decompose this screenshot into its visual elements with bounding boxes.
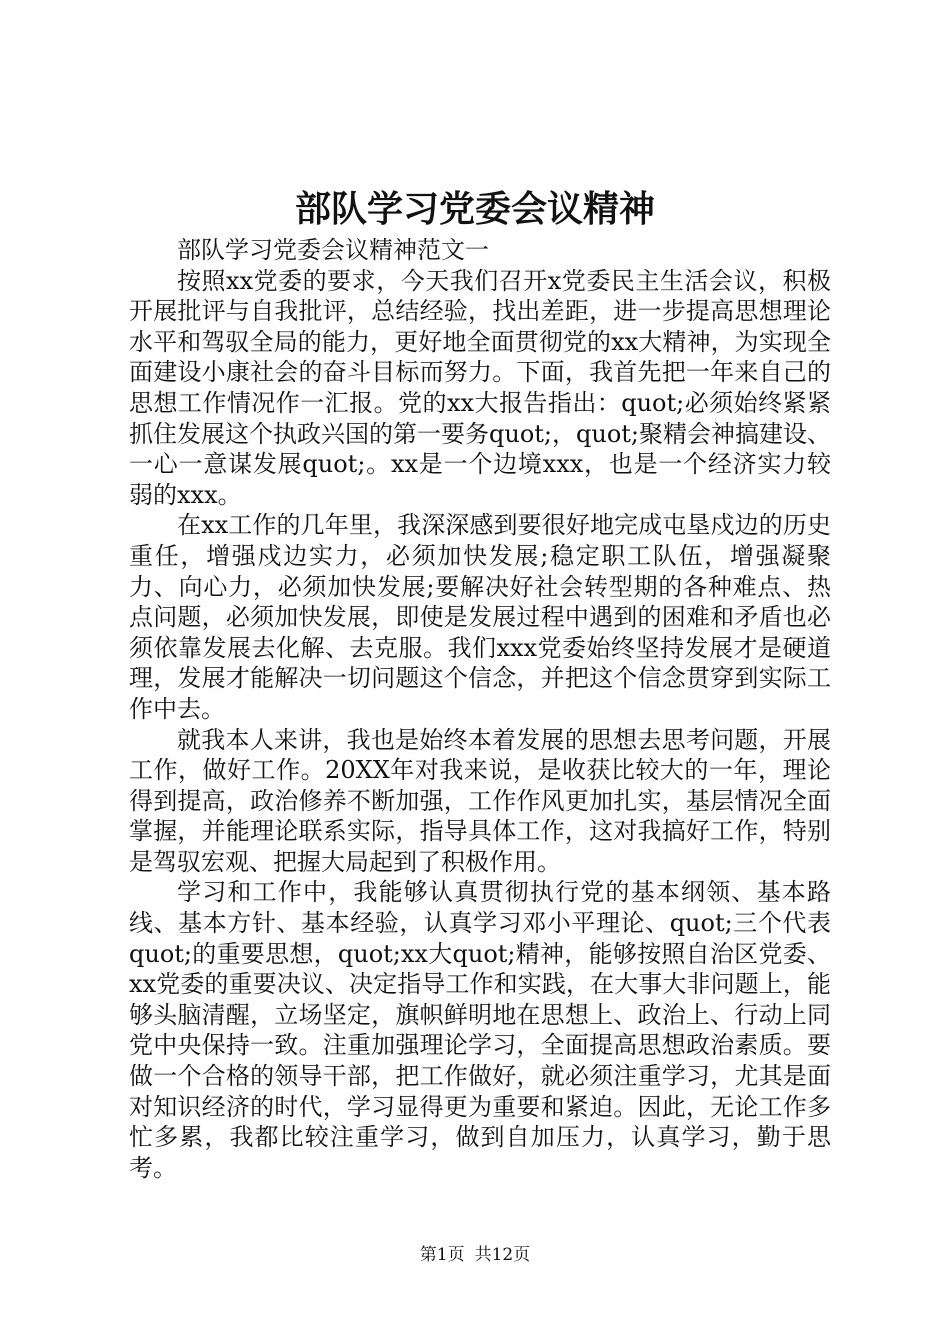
document-title: 部队学习党委会议精神 (294, 188, 655, 230)
paragraph: 在xx工作的几年里，我深深感到要很好地完成屯垦戍边的历史重任，增强戍边实力，必须加快发展;稳定职工队伍，增强凝聚力、向心力，必须加快发展;要解决好社会转型期的各种难点、热点问题，必须加快发展，即使是发展过程中遇到的困难和矛盾也必须依靠发展去化解、去克服。我们xxx党委始终坚持发展才是硬道理，发展才能解决一切问题这个信念，并把这个信念贯穿到实际工作中去。 (129, 511, 831, 723)
page-number: 第1页 (419, 1245, 465, 1265)
paragraph-subtitle: 部队学习党委会议精神范文一 (177, 236, 489, 264)
paragraph: 按照xx党委的要求，今天我们召开x党委民主生活会议，积极开展批评与自我批评，总结经验，找出差距，进一步提高思想理论水平和驾驭全局的能力，更好地全面贯彻党的xx大精神，为实现全面建设小康社会的奋斗目标而努力。下面，我首先把一年来自己的思想工作情况作一汇报。党的xx大报告指出：quot;必须始终紧紧抓住发展这个执政兴国的第一要务quot;，quot;聚精会神搞建设、一心一意谋发展quot;。xx是一个边境xxx，也是一个经济实力较弱的xxx。 (129, 266, 831, 509)
page-total: 共12页 (474, 1245, 531, 1265)
paragraph: 学习和工作中，我能够认真贯彻执行党的基本纲领、基本路线、基本方针、基本经验，认真学习邓小平理论、quot;三个代表quot;的重要思想，quot;xx大quot;精神，能够按照自治区党委、xx党委的重要决议、决定指导工作和实践，在大事大非问题上，能够头脑清醒，立场坚定，旗帜鲜明地在思想上、政治上、行动上同党中央保持一致。注重加强理论学习，全面提高思想政治素质。要做一个合格的领导干部，把工作做好，就必须注重学习，尤其是面对知识经济的时代，学习显得更为重要和紧迫。因此，无论工作多忙多累，我都比较注重学习，做到自加压力，认真学习，勤于思考。 (129, 878, 831, 1182)
paragraph: 就我本人来讲，我也是始终本着发展的思想去思考问题，开展工作，做好工作。20XX年对我来说，是收获比较大的一年，理论得到提高，政治修养不断加强，工作作风更加扎实，基层情况全面掌握，并能理论联系实际，指导具体工作，这对我搞好工作，特别是驾驭宏观、把握大局起到了积极作用。 (129, 725, 831, 876)
document-body (129, 235, 831, 1183)
page-footer (0, 1243, 950, 1267)
